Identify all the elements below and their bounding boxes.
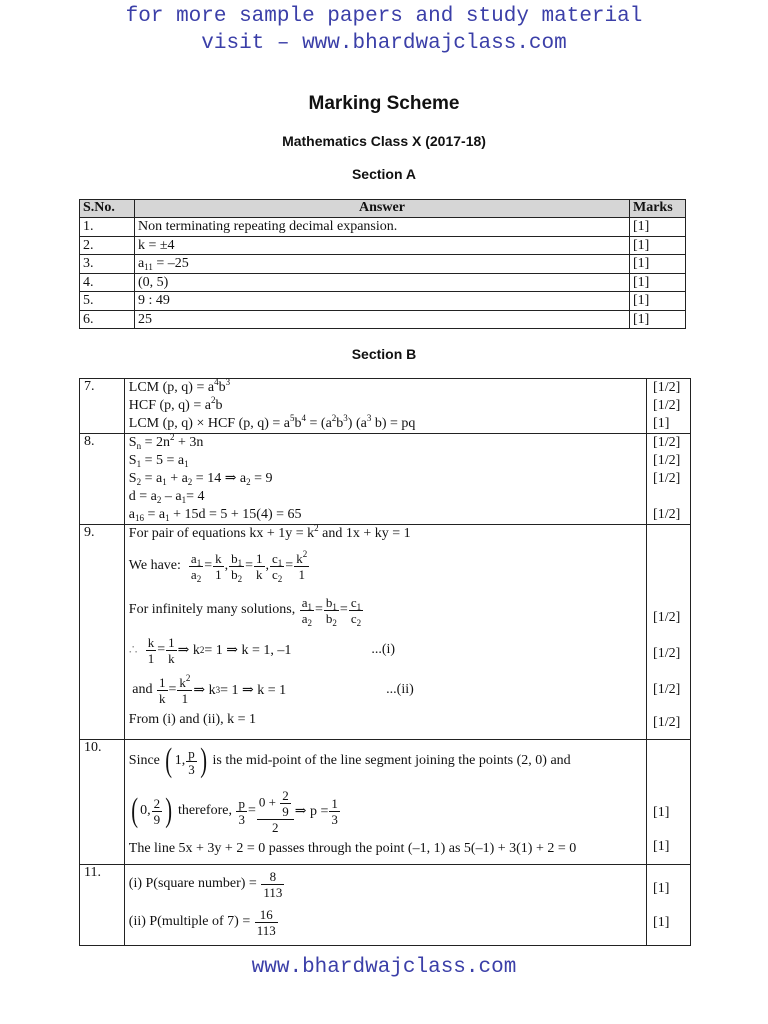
header-sno: S.No. xyxy=(80,200,135,218)
banner-line-1: for more sample papers and study material xyxy=(125,5,643,28)
page-title: Marking Scheme xyxy=(308,93,460,114)
footer-link[interactable]: www.bhardwajclass.com xyxy=(251,956,517,979)
marks-cell: [1] xyxy=(630,236,686,255)
table-row xyxy=(80,273,686,292)
sno-cell: 10. xyxy=(80,740,125,865)
answer-cell: For pair of equations kx + $1y = k^2$ and 1x + ky = 1 We have: $a_1$ $a_2$ = k 1 , $b_1$ $b_2$ = 1 k , $c_1$ $c_2$ = $k^2$ 1 For infinitely many solutions, $a_1$ $a_2$ = $b_1$ $b_2$ = $c_1$ $c_2$ ∴ k 1 = 1 k ⇒ k 2 = 1 ⇒ k = 1, –1 ...(i) and 1 k = $k^2$ 1 ⇒ k 3 = 1 ⇒ k = 1 ...(ii) From (i) and (ii), k = 1 xyxy=(124,525,646,740)
page-subtitle: Mathematics Class X (2017-18) xyxy=(282,133,486,149)
sno-cell: 5. xyxy=(80,292,135,311)
marks-cell: [1] xyxy=(630,292,686,311)
table-row xyxy=(80,379,691,434)
sno-cell: 9. xyxy=(80,525,125,740)
answer-cell: 25 xyxy=(134,310,629,329)
table-row xyxy=(80,865,691,946)
banner-line-2: visit – www.bhardwajclass.com xyxy=(201,32,567,55)
sno-cell: 8. xyxy=(80,434,125,525)
marks-cell: [1] [1] xyxy=(647,740,691,865)
answer-cell: LCM (p, $q) = a^4b^3$ HCF (p, $q) = a^2b$ LCM (p, q) × HCF (p, $q) = a^5b^4 = (a^2b^3)$ ($a^3$ b) = pq xyxy=(124,379,646,434)
answer-cell: (0, 5) xyxy=(134,273,629,292)
table-row xyxy=(80,292,686,311)
answer-cell: Non terminating repeating decimal expansion. xyxy=(134,218,629,237)
answer-cell: k = ±4 xyxy=(134,236,629,255)
answer-cell: Since ( 1, p 3 ) is the mid-point of the line segment joining the points (2, 0) and ( 0, 2 9 ) therefore, p 3 = 0 + $\frac{2}{9}$ 2 ⇒ p = 1 3 The line 5x + 3y + 2 = 0 passes through the point (–1, 1) as 5(–1) + 3(1) + 2 = 0 xyxy=(124,740,646,865)
table-row xyxy=(80,218,686,237)
section-b-table xyxy=(79,378,691,946)
table-row xyxy=(80,236,686,255)
sno-cell: 2. xyxy=(80,236,135,255)
sno-cell: 4. xyxy=(80,273,135,292)
header-marks: Marks xyxy=(630,200,686,218)
marks-cell: [1/2] [1/2] [1] xyxy=(647,379,691,434)
marks-cell: [1] [1] xyxy=(647,865,691,946)
answer-cell: (i) P(square number) = $\frac{8}{113}$ (ii) P(multiple of 7) = $\frac{16}{113}$ xyxy=(124,865,646,946)
marks-cell: [1] xyxy=(630,273,686,292)
table-row xyxy=(80,434,691,525)
marks-cell: [1/2] [1/2] [1/2] [1/2] xyxy=(647,434,691,525)
section-a-heading: Section A xyxy=(351,166,417,182)
section-b-heading: Section B xyxy=(351,346,417,362)
marks-cell: [1] xyxy=(630,310,686,329)
sno-cell: 6. xyxy=(80,310,135,329)
table-row xyxy=(80,255,686,274)
table-row xyxy=(80,740,691,865)
answer-cell: $S_n = 2n^2 + 3n$ $S_1 = 5 = a_1$ $S_2 = a_1 + a_2 = 14$ ⇒ $a_2 = 9$ $d = a_2 - a_1= 4$ $a_{16} = a_1 + 15d = 5 + 15(4) = 65$ xyxy=(124,434,646,525)
marks-cell: [1] xyxy=(630,218,686,237)
header-answer: Answer xyxy=(134,200,629,218)
marks-cell: [1/2] [1/2] [1/2] [1/2] xyxy=(647,525,691,740)
table-row xyxy=(80,310,686,329)
answer-cell: $a_{11} = -25$ xyxy=(134,255,629,274)
table-row xyxy=(80,525,691,740)
sno-cell: 3. xyxy=(80,255,135,274)
answer-cell: 9 : 49 xyxy=(134,292,629,311)
section-a-table xyxy=(79,199,686,329)
marks-cell: [1] xyxy=(630,255,686,274)
sno-cell: 1. xyxy=(80,218,135,237)
sno-cell: 11. xyxy=(80,865,125,946)
table-header-row xyxy=(80,200,686,218)
sno-cell: 7. xyxy=(80,379,125,434)
